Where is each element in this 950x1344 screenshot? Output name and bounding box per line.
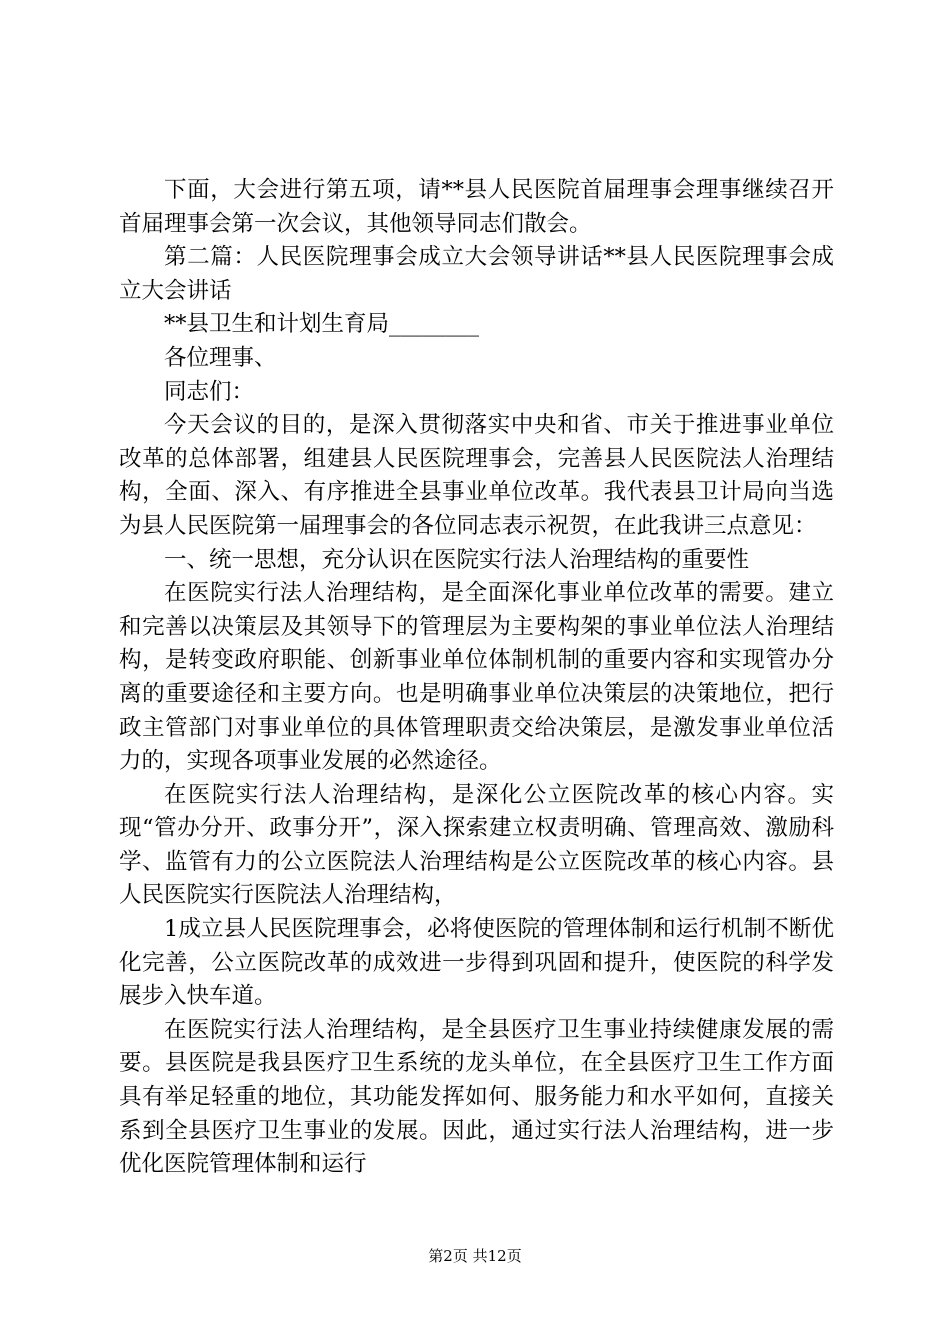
paragraph-speaker-org: **县卫生和计划生育局________: [164, 311, 480, 338]
paragraph-section-one-heading: 一、统一思想，充分认识在医院实行法人治理结构的重要性: [164, 546, 750, 573]
paragraph-county-development: 在医院实行法人治理结构，是全县医疗卫生事业持续健康发展的需要。县医院是我县医疗卫生系统的龙头单位，在全县医疗卫生工作方面具有举足轻重的地位，其功能发挥如何、服务能力和水平如何，直接关系到全县医疗卫生事业的发展。因此，通过实行法人治理结构，进一步优化医院管理体制和运行: [119, 1016, 834, 1178]
paragraph-meeting-purpose: 今天会议的目的，是深入贯彻落实中央和省、市关于推进事业单位改革的总体部署，组建县人民医院理事会，完善县人民医院法人治理结构，全面、深入、有序推进全县事业单位改革。我代表县卫计局向当选为县人民医院第一届理事会的各位同志表示祝贺，在此我讲三点意见：: [119, 412, 834, 539]
document-body: [119, 174, 834, 1182]
page-number-footer: 第2页 共12页: [428, 1247, 522, 1265]
paragraph-session-item-five: 下面，大会进行第五项，请**县人民医院首届理事会理事继续召开首届理事会第一次会议，其他领导同志们散会。: [119, 177, 834, 237]
paragraph-salutation-directors: 各位理事、: [164, 344, 277, 371]
paragraph-chapter-two-title: 第二篇：人民医院理事会成立大会领导讲话**县人民医院理事会成立大会讲话: [119, 244, 834, 304]
paragraph-core-content: 在医院实行法人治理结构，是深化公立医院改革的核心内容。实现“管办分开、政事分开”，深入探索建立权责明确、管理高效、激励科学、监管有力的公立医院法人治理结构是公立医院改革的核心内容。县人民医院实行医院法人治理结构，: [119, 781, 834, 909]
paragraph-reform-need: 在医院实行法人治理结构，是全面深化事业单位改革的需要。建立和完善以决策层及其领导下的管理层为主要构架的事业单位法人治理结构，是转变政府职能、创新事业单位体制机制的重要内容和实现管办分离的重要途径和主要方向。也是明确事业单位决策层的决策地位，把行政主管部门对事业单位的具体管理职责交给决策层，是激发事业单位活力的，实现各项事业发展的必然途径。: [119, 580, 834, 775]
paragraph-salutation-comrades: 同志们：: [164, 378, 255, 405]
paragraph-establish-board: 1成立县人民医院理事会，必将使医院的管理体制和运行机制不断优化完善，公立医院改革的成效进一步得到巩固和提升，使医院的科学发展步入快车道。: [119, 916, 834, 1010]
